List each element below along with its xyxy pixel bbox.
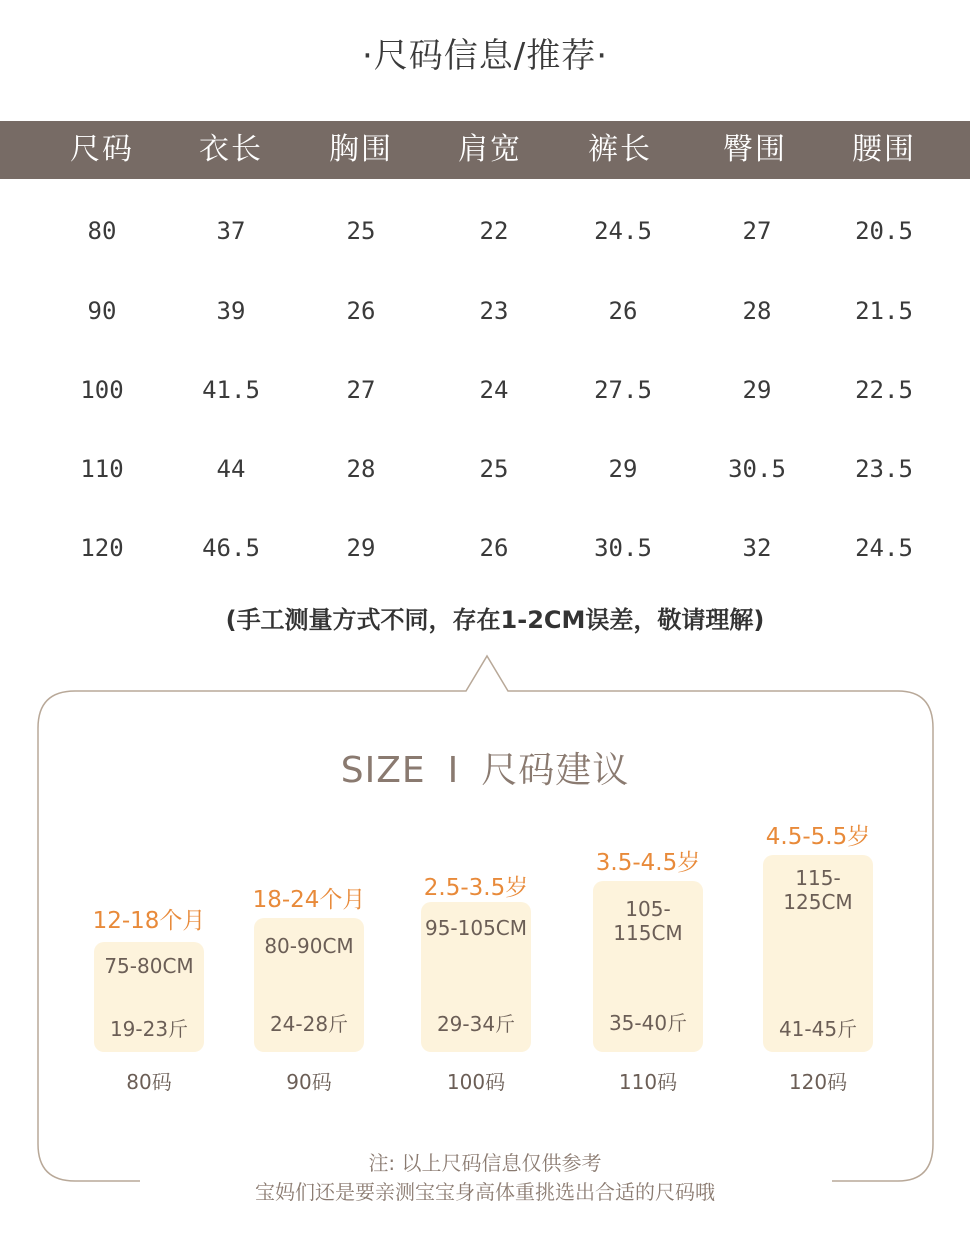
table-cell: 26 [346, 297, 376, 325]
size-card [593, 881, 703, 1052]
table-cell: 90 [87, 297, 117, 325]
weight-range: 29-34斤 [436, 1012, 516, 1036]
table-cell: 24.5 [594, 217, 652, 245]
header-pants-length: 裤长 [588, 132, 652, 167]
table-cell: 32 [742, 534, 772, 562]
page-title: ·尺码信息/推荐· [361, 36, 609, 76]
size-card [763, 855, 873, 1052]
table-cell: 29 [742, 376, 772, 404]
table-cell: 26 [479, 534, 509, 562]
size-card [254, 918, 364, 1052]
table-cell: 21.5 [855, 297, 913, 325]
table-cell: 28 [346, 455, 376, 483]
table-cell: 27.5 [594, 376, 652, 404]
header-hip: 臀围 [723, 132, 787, 167]
table-cell: 39 [216, 297, 246, 325]
size-code-label: 110码 [618, 1070, 678, 1094]
table-cell: 22 [479, 217, 509, 245]
weight-range: 35-40斤 [608, 1011, 688, 1035]
table-cell: 27 [742, 217, 772, 245]
size-recommend-title [0, 742, 970, 793]
table-cell: 29 [608, 455, 638, 483]
table-cell: 46.5 [202, 534, 260, 562]
weight-range: 41-45斤 [778, 1017, 858, 1041]
size-card [94, 942, 204, 1052]
table-cell: 44 [216, 455, 246, 483]
table-cell: 24.5 [855, 534, 913, 562]
header-length: 衣长 [199, 132, 263, 167]
age-range-label: 3.5-4.5岁 [595, 850, 701, 876]
header-waist: 腰围 [852, 132, 916, 167]
table-cell: 29 [346, 534, 376, 562]
table-cell: 120 [80, 534, 124, 562]
table-cell: 28 [742, 297, 772, 325]
age-range-label: 4.5-5.5岁 [765, 824, 871, 850]
table-cell: 41.5 [202, 376, 260, 404]
footnote-line-2: 宝妈们还是要亲测宝宝身高体重挑选出合适的尺码哦 [255, 1180, 715, 1204]
size-title-en: SIZE [340, 750, 426, 791]
age-range-label: 18-24个月 [252, 887, 366, 913]
height-range: 115-125CM [783, 866, 853, 914]
weight-range: 19-23斤 [109, 1017, 189, 1041]
table-cell: 26 [608, 297, 638, 325]
age-range-label: 12-18个月 [92, 908, 206, 934]
size-title-zh: 尺码建议 [481, 750, 630, 791]
table-cell: 27 [346, 376, 376, 404]
measurement-error-note: (手工测量方式不同，存在1-2CM误差，敬请理解) [225, 606, 765, 634]
table-cell: 37 [216, 217, 246, 245]
table-cell: 24 [479, 376, 509, 404]
size-code-label: 100码 [446, 1070, 506, 1094]
header-chest: 胸围 [329, 132, 393, 167]
height-range: 75-80CM [104, 954, 194, 978]
table-cell: 23 [479, 297, 509, 325]
size-code-label: 80码 [126, 1070, 172, 1094]
table-cell: 25 [346, 217, 376, 245]
header-size: 尺码 [70, 132, 134, 167]
weight-range: 24-28斤 [269, 1012, 349, 1036]
height-range: 95-105CM [424, 916, 528, 940]
footnote-line-1: 注: 以上尺码信息仅供参考 [368, 1151, 602, 1175]
size-code-label: 120码 [788, 1070, 848, 1094]
table-cell: 80 [87, 217, 117, 245]
table-cell: 23.5 [855, 455, 913, 483]
table-cell: 25 [479, 455, 509, 483]
size-title-separator: I [447, 750, 460, 791]
table-cell: 110 [80, 455, 124, 483]
size-card [421, 902, 531, 1052]
table-cell: 30.5 [728, 455, 786, 483]
table-cell: 30.5 [594, 534, 652, 562]
height-range: 105-115CM [613, 897, 683, 945]
table-cell: 20.5 [855, 217, 913, 245]
table-cell: 100 [80, 376, 124, 404]
table-cell: 22.5 [855, 376, 913, 404]
age-range-label: 2.5-3.5岁 [423, 875, 529, 901]
height-range: 80-90CM [264, 934, 354, 958]
header-shoulder: 肩宽 [458, 132, 522, 167]
size-code-label: 90码 [286, 1070, 332, 1094]
